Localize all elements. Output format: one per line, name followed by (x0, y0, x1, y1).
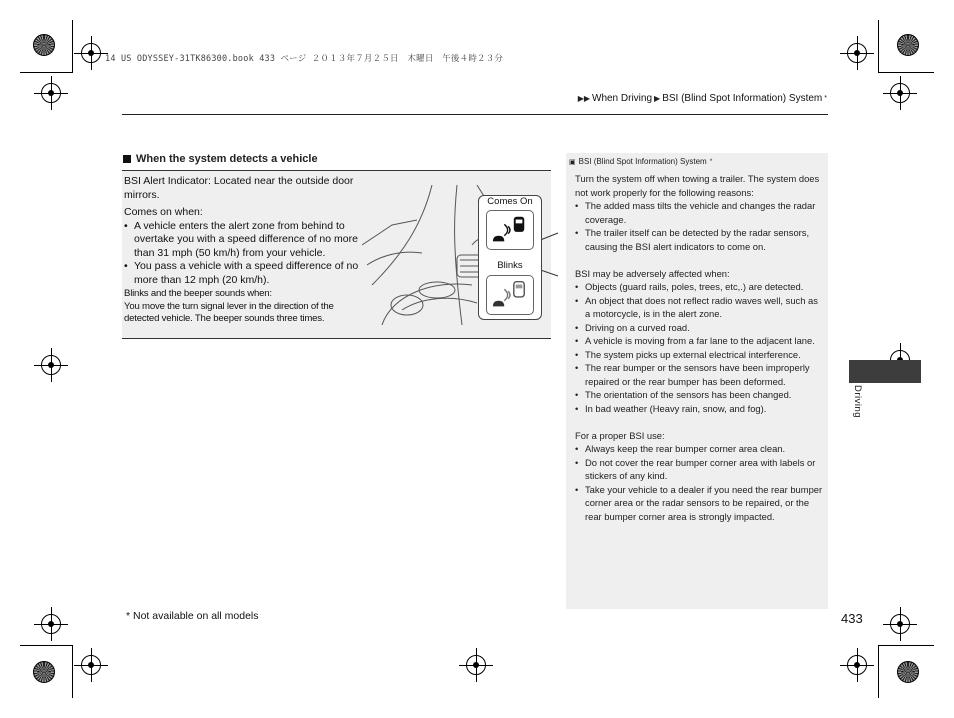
list-item: • The rear bumper or the sensors have been improperly repaired or the rear bumper has been deformed. (575, 361, 825, 388)
bsi-car-icon (487, 211, 533, 249)
registration-mark (847, 43, 867, 63)
detection-panel (122, 170, 551, 339)
list-item: • The added mass tilts the vehicle and changes the radar coverage. (575, 199, 825, 226)
color-target-mark (897, 34, 919, 56)
notes-sidebar (566, 153, 828, 609)
registration-mark (41, 614, 61, 634)
footnote-marker: * (709, 158, 713, 165)
triangle-icon: ▶▶ (577, 94, 590, 103)
blinks-label: Blinks (497, 260, 523, 271)
crop-mark (878, 72, 934, 73)
crop-mark (20, 72, 73, 73)
comes-on-list (124, 220, 367, 288)
proper-use-heading: For a proper BSI use: (575, 429, 665, 441)
color-target-mark (897, 661, 919, 683)
registration-mark (81, 655, 101, 675)
blinks-text: You move the turn signal lever in the direction of the detected vehicle. The beeper sounds three times. (124, 300, 334, 324)
list-item: • Take your vehicle to a dealer if you need the rear bumper corner area or the radar sensors to be repaired, or the rear bumper corner area is strongly impacted. (575, 483, 825, 524)
crop-mark (72, 20, 73, 73)
list-item: • Driving on a curved road. (575, 321, 825, 335)
crop-mark (72, 645, 73, 698)
list-item: • A vehicle enters the alert zone from behind to overtake you with a speed difference of no more than 31 mph (50 km/h) from your vehicle. (124, 220, 367, 261)
print-header: 14 US ODYSSEY-31TK86300.book 433 ページ ２０１３年７月２５日 木曜日 午後４時２３分 (105, 54, 504, 64)
affected-heading: BSI may be adversely affected when: (575, 267, 730, 279)
list-item: • The trailer itself can be detected by the radar sensors, causing the BSI alert indicators to come on. (575, 226, 825, 253)
proper-use-list (575, 442, 825, 523)
indicator-location-text: BSI Alert Indicator: Located near the outside door mirrors. (124, 175, 354, 201)
header-rule (122, 114, 828, 115)
chapter-tab[interactable] (849, 360, 921, 383)
panel-text (124, 175, 367, 326)
footnote-marker: * (824, 95, 827, 102)
section-title-text: When the system detects a vehicle (136, 153, 318, 165)
comes-on-heading: Comes on when: (124, 206, 203, 218)
chapter-tab-label: Driving (852, 385, 863, 419)
book-icon: ▣ (569, 158, 576, 166)
registration-mark (41, 355, 61, 375)
comes-on-label: Comes On (487, 196, 533, 207)
list-item: • Do not cover the rear bumper corner area with labels or stickers of any kind. (575, 456, 825, 483)
notes-intro: Turn the system off when towing a trailer. The system does not work properly for the following reasons: (575, 173, 820, 198)
notes-title-text: BSI (Blind Spot Information) System (578, 157, 707, 166)
list-item: • In bad weather (Heavy rain, snow, and fog). (575, 402, 825, 416)
towing-reasons-list (575, 199, 825, 253)
color-target-mark (33, 661, 55, 683)
notes-body (575, 172, 825, 523)
crop-mark (20, 645, 73, 646)
registration-mark (847, 655, 867, 675)
breadcrumb-item[interactable]: BSI (Blind Spot Information) System (662, 93, 823, 104)
registration-mark (466, 655, 486, 675)
list-item: • Objects (guard rails, poles, trees, etc,.) are detected. (575, 280, 825, 294)
section-title (123, 153, 318, 165)
indicator-blinks (486, 275, 534, 315)
crop-mark (878, 645, 934, 646)
list-item: • You pass a vehicle with a speed difference of no more than 12 mph (20 km/h). (124, 260, 367, 287)
list-item: • A vehicle is moving from a far lane to the adjacent lane. (575, 334, 825, 348)
list-item: • Always keep the rear bumper corner area clean. (575, 442, 825, 456)
indicator-callout (478, 195, 542, 320)
bsi-car-icon (487, 276, 533, 314)
list-item: • The orientation of the sensors has been changed. (575, 388, 825, 402)
registration-mark (41, 83, 61, 103)
registration-mark (81, 43, 101, 63)
notes-title (569, 157, 712, 166)
blinks-heading: Blinks and the beeper sounds when: (124, 288, 272, 299)
page-number: 433 (841, 611, 863, 626)
breadcrumb (578, 93, 827, 104)
indicator-comes-on (486, 210, 534, 250)
list-item: • An object that does not reflect radio waves well, such as a motorcycle, is in the alert zone. (575, 294, 825, 321)
registration-mark (890, 614, 910, 634)
color-target-mark (33, 34, 55, 56)
registration-mark (890, 83, 910, 103)
footnote: * Not available on all models (126, 610, 259, 622)
breadcrumb-item[interactable]: When Driving (592, 93, 653, 104)
crop-mark (878, 20, 879, 73)
list-item: • The system picks up external electrical interference. (575, 348, 825, 362)
square-bullet-icon (123, 155, 131, 163)
crop-mark (878, 645, 879, 698)
affected-list (575, 280, 825, 415)
triangle-icon: ▶ (654, 94, 661, 103)
